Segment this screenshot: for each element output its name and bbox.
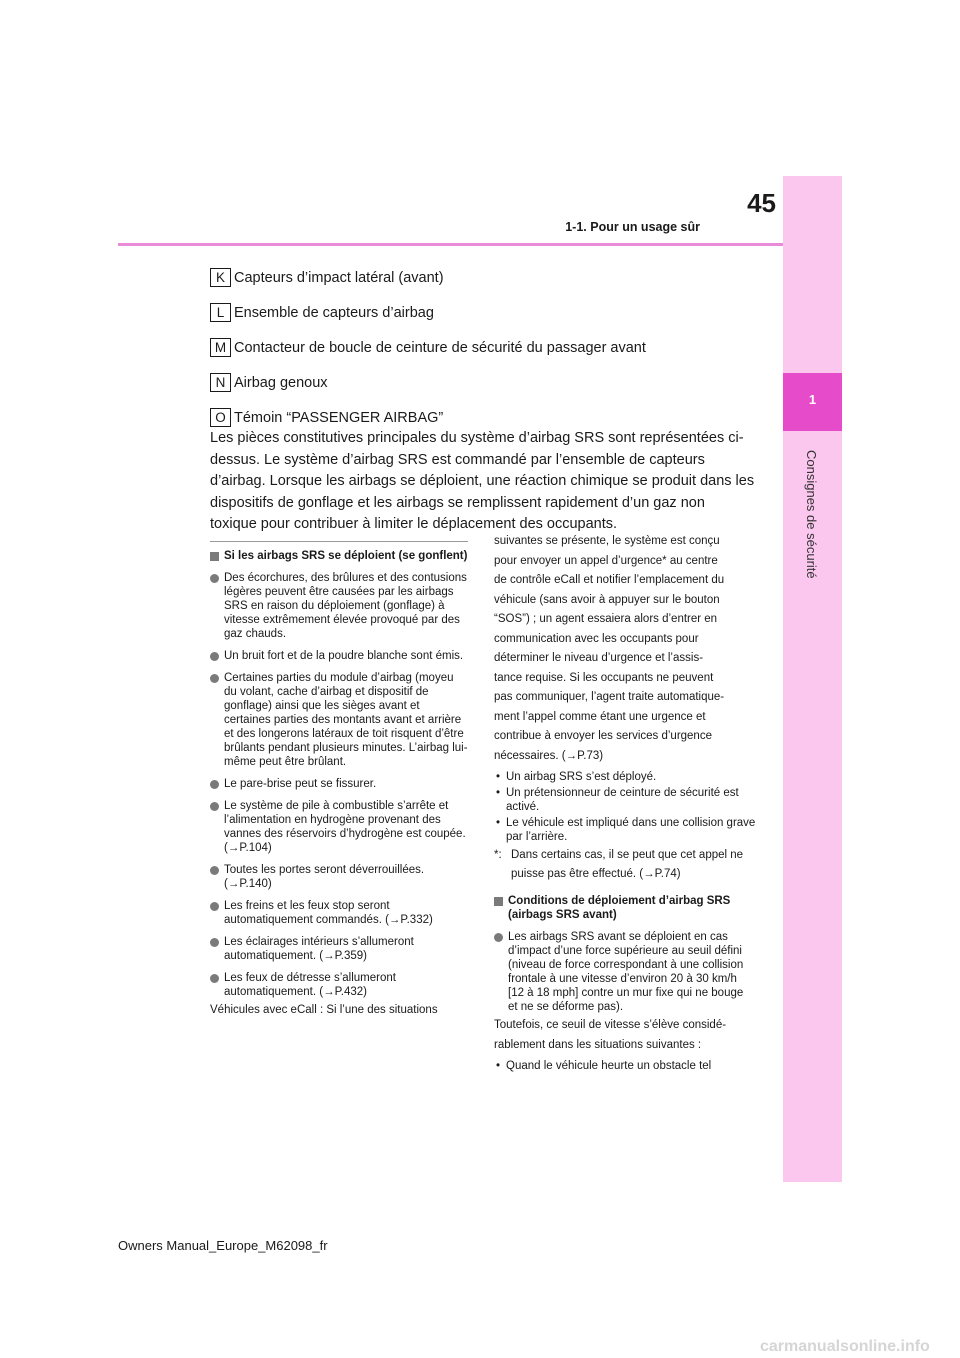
bullet-item <box>210 799 468 855</box>
subsection-heading <box>210 549 468 563</box>
key-item <box>210 260 770 295</box>
ecall-paragraph <box>494 532 756 766</box>
bullet-text: Les feux de détresse s’allumeront automatiquement. (→P.432) <box>224 972 396 998</box>
bullet-item <box>210 671 468 769</box>
text-line: pour envoyer un appel d’urgence* au centre <box>494 554 718 567</box>
right-column <box>494 532 756 1075</box>
heading-text: Conditions de déploiement d’airbag SRS (airbags SRS avant) <box>508 895 731 921</box>
dot-bullet-icon <box>210 902 219 911</box>
square-bullet-icon <box>210 552 219 561</box>
key-letter-box: N <box>210 373 231 392</box>
key-item <box>210 295 770 330</box>
bullet-text: Les éclairages intérieurs s’allumeront automatiquement. (→P.359) <box>224 936 414 962</box>
bullet-item <box>210 649 468 663</box>
bullet-item <box>494 930 756 1014</box>
text-line: ment l’appel comme étant une urgence et <box>494 710 706 723</box>
text-line: “SOS”) ; un agent essaiera alors d’entrer en <box>494 613 718 625</box>
dot-bullet-icon <box>210 674 219 683</box>
sub-text: Un airbag SRS s’est déployé. <box>506 771 657 783</box>
sub-item: • Un prétensionneur de ceinture de sécurité est activé. <box>494 786 756 814</box>
dot-bullet-icon <box>210 652 219 661</box>
text-line: tance requise. Si les occupants ne peuvent <box>494 671 714 684</box>
key-list <box>210 260 770 435</box>
dot-bullet-icon <box>210 866 219 875</box>
watermark: carmanualsonline.info <box>760 1338 930 1355</box>
paragraph-text: Véhicules avec eCall : Si l’une des situations <box>210 1004 438 1016</box>
sub-text: Un prétensionneur de ceinture de sécurité est activé. <box>506 787 739 813</box>
bullet-text: Les airbags SRS avant se déploient en cas d’impact d’une force supérieure au seuil défini (niveau de force correspondant à une collision frontale à une vitesse d’environ 20 à 30 km/h [12 à 18 mph] contre un mur fixe qui ne bouge et ne se déforme pas). <box>508 931 744 1013</box>
key-text: Airbag genoux <box>234 374 328 391</box>
text-line: contribue à envoyer les services d’urgence <box>494 730 712 742</box>
text-line: déterminer le niveau d’urgence et l’assis- <box>494 652 704 664</box>
bullet-item <box>210 863 468 891</box>
bullet-text: Le pare-brise peut se fissurer. <box>224 778 377 790</box>
key-letter-box: K <box>210 268 231 287</box>
text-line: pas communiquer, l’agent traite automatique- <box>494 691 725 703</box>
bullet-item <box>210 971 468 999</box>
section-title: 1-1. Pour un usage sûr <box>565 220 700 234</box>
key-item <box>210 365 770 400</box>
chapter-side-tab <box>783 176 842 1182</box>
sub-item: • Quand le véhicule heurte un obstacle tel <box>496 1060 712 1072</box>
text-line: nécessaires. (→P.73) <box>494 749 604 762</box>
text-line: Toutefois, ce seuil de vitesse s’élève considé- <box>494 1019 727 1031</box>
threshold-paragraph <box>494 1016 756 1055</box>
dot-bullet-icon <box>494 933 503 942</box>
bullet-text: Les freins et les feux stop seront automatiquement commandés. (→P.332) <box>224 900 433 926</box>
chapter-label: Consignes de sécurité <box>804 450 819 579</box>
text-line: suivantes se présente, le système est conçu <box>494 535 720 547</box>
dot-bullet-icon <box>210 974 219 983</box>
footer-text: Owners Manual_Europe_M62098_fr <box>118 1238 328 1253</box>
dot-bullet-icon <box>210 780 219 789</box>
key-text: Témoin “PASSENGER AIRBAG” <box>234 409 444 426</box>
bullet-text: Le système de pile à combustible s’arrête et l’alimentation en hydrogène provenant des vannes des réservoirs d’hydrogène est coupée. (→P.104) <box>224 800 466 854</box>
heading-text: Si les airbags SRS se déploient (se gonflent) <box>224 550 468 562</box>
key-letter-box: L <box>210 303 231 322</box>
key-text: Capteurs d’impact latéral (avant) <box>234 269 444 286</box>
bullet-text: Des écorchures, des brûlures et des contusions légères peuvent être causées par les airbags SRS en raison du déploiement (gonflage) à vitesse extrêmement élevée provoqué par des gaz chauds. <box>224 572 467 640</box>
footnote-mark: *: <box>494 849 502 861</box>
text-line: communication avec les occupants pour <box>494 632 699 645</box>
square-bullet-icon <box>494 897 503 906</box>
key-item <box>210 330 770 365</box>
text-line: de contrôle eCall et notifier l’emplacement du <box>494 574 725 586</box>
bullet-item <box>210 571 468 641</box>
chapter-number: 1 <box>808 392 817 407</box>
bullet-text: Un bruit fort et de la poudre blanche sont émis. <box>224 650 464 662</box>
sub-text: Le véhicule est impliqué dans une collision grave par l’arrière. <box>506 817 756 843</box>
sub-text: Quand le véhicule heurte un obstacle tel <box>506 1060 712 1072</box>
intro-paragraph: Les pièces constitutives principales du système d’airbag SRS sont représentées ci-dessus. Le système d’airbag SRS est commandé par l’ensemble de capteurs d’airbag. Lorsque les airbags se déploient, une réaction chimique se produit dans les dispositifs de gonflage et les airbags se remplissent rapidement d’un gaz non toxique pour contribuer à limiter le déplacement des occupants. <box>210 430 755 532</box>
bullet-item <box>210 777 468 791</box>
footnote-text: Dans certains cas, il se peut que cet appel ne puisse pas être effectué. (→P.74) <box>511 849 744 880</box>
column-rule <box>210 541 468 542</box>
sub-item: • Un airbag SRS s’est déployé. <box>496 771 657 783</box>
key-text: Ensemble de capteurs d’airbag <box>234 304 434 321</box>
footnote <box>494 846 756 884</box>
key-letter-box: O <box>210 408 231 427</box>
text-line: véhicule (sans avoir à appuyer sur le bouton <box>494 593 720 606</box>
page-number: 45 <box>747 188 776 218</box>
text-line: rablement dans les situations suivantes : <box>494 1038 702 1051</box>
dot-bullet-icon <box>210 938 219 947</box>
bullet-item <box>210 899 468 927</box>
bullet-text: Toutes les portes seront déverrouillées. (→P.140) <box>224 864 425 890</box>
dot-bullet-icon <box>210 574 219 583</box>
key-text: Contacteur de boucle de ceinture de sécurité du passager avant <box>234 339 646 356</box>
header-rule <box>118 243 783 246</box>
bullet-text: Certaines parties du module d’airbag (moyeu du volant, cache d’airbag et dispositif de gonflage) ainsi que les sièges avant et certaines parties des montants avant et arrière et des longerons latéraux de toit risquent d’être brûlants pendant plusieurs minutes. L’airbag lui-même peut être brûlant. <box>224 672 468 768</box>
bullet-item <box>210 935 468 963</box>
left-column <box>210 549 468 1020</box>
dot-bullet-icon <box>210 802 219 811</box>
key-letter-box: M <box>210 338 231 357</box>
sub-item: • Le véhicule est impliqué dans une collision grave par l’arrière. <box>496 817 756 843</box>
subsection-heading <box>494 894 756 922</box>
